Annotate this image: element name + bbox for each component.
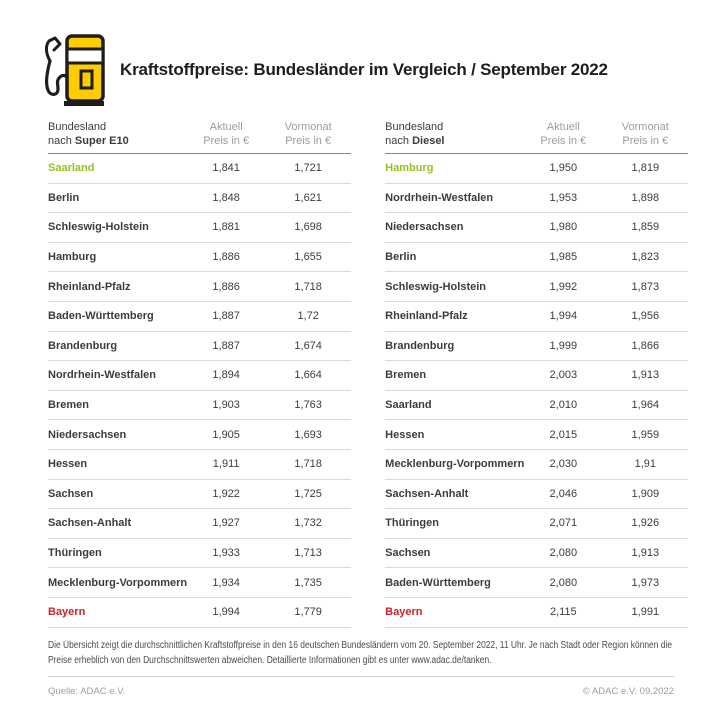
table-row bbox=[385, 184, 688, 214]
state-name: Berlin bbox=[385, 251, 417, 264]
state-name: Nordrhein-Westfalen bbox=[48, 369, 156, 382]
state-name: Hamburg bbox=[385, 162, 434, 175]
state-name: Berlin bbox=[48, 191, 80, 204]
column-header-vormonat: Vormonat Preis in € bbox=[284, 121, 332, 147]
price-current: 1,887 bbox=[212, 310, 240, 323]
state-name: Schleswig-Holstein bbox=[385, 280, 487, 293]
price-previous: 1,721 bbox=[294, 162, 322, 175]
state-name: Rheinland-Pfalz bbox=[48, 280, 131, 293]
price-previous: 1,655 bbox=[294, 251, 322, 264]
page-footer bbox=[48, 686, 674, 697]
state-name: Nordrhein-Westfalen bbox=[385, 191, 494, 204]
state-name: Sachsen bbox=[48, 487, 94, 500]
table-row bbox=[385, 598, 688, 628]
price-previous: 1,713 bbox=[294, 547, 322, 560]
state-name: Sachsen-Anhalt bbox=[385, 487, 469, 500]
column-header-aktuell: Aktuell Preis in € bbox=[203, 121, 250, 147]
column-header-aktuell: Aktuell Preis in € bbox=[540, 121, 587, 147]
state-name: Schleswig-Holstein bbox=[48, 221, 149, 234]
state-name: Hessen bbox=[385, 428, 425, 441]
footnote-line2: Preise erheblich von den Durchschnittswerten abweichen. Detaillierte Informationen gibt es unter www.adac.de/tanken. bbox=[48, 655, 492, 666]
table-body-diesel bbox=[385, 154, 688, 628]
column-header-bundesland bbox=[385, 120, 524, 148]
price-current: 1,886 bbox=[212, 280, 240, 293]
price-current: 2,015 bbox=[549, 428, 578, 441]
table-row bbox=[48, 391, 351, 421]
table-row bbox=[385, 272, 688, 302]
price-previous: 1,873 bbox=[631, 280, 660, 293]
state-name: Hamburg bbox=[48, 251, 97, 264]
column-header-line1: Bundesland bbox=[385, 121, 444, 133]
table-diesel bbox=[385, 120, 688, 628]
state-name: Niedersachsen bbox=[385, 221, 464, 234]
table-row bbox=[385, 480, 688, 510]
price-current: 2,080 bbox=[549, 547, 578, 560]
footnote-line1: Die Übersicht zeigt die durchschnittlichen Kraftstoffpreise in den 16 deutschen Bundesländern vom 20. September 2022, 11 Uhr. Je nach Stadt oder Region können die bbox=[48, 639, 673, 651]
fuel-type-label: Super E10 bbox=[74, 135, 129, 147]
price-previous: 1,926 bbox=[631, 517, 660, 530]
state-name: Bremen bbox=[48, 399, 89, 412]
state-name: Bayern bbox=[48, 606, 86, 619]
price-previous: 1,898 bbox=[631, 191, 660, 204]
table-row bbox=[48, 480, 351, 510]
price-current: 1,934 bbox=[212, 576, 240, 589]
table-row bbox=[48, 420, 351, 450]
table-row bbox=[385, 154, 688, 184]
price-previous: 1,823 bbox=[631, 251, 660, 264]
price-previous: 1,913 bbox=[631, 547, 660, 560]
price-previous: 1,964 bbox=[631, 399, 660, 412]
table-row bbox=[385, 420, 688, 450]
price-previous: 1,732 bbox=[294, 517, 322, 530]
state-name: Bayern bbox=[385, 606, 423, 619]
fuel-type-label: Diesel bbox=[412, 135, 445, 147]
price-previous: 1,664 bbox=[294, 369, 322, 382]
price-current: 1,903 bbox=[212, 399, 240, 412]
price-previous: 1,973 bbox=[631, 576, 660, 589]
source-label: Quelle: ADAC e.V. bbox=[48, 685, 126, 697]
price-current: 1,886 bbox=[212, 251, 240, 264]
table-row bbox=[48, 154, 351, 184]
price-current: 1,911 bbox=[212, 458, 240, 471]
table-header-super-e10 bbox=[48, 120, 351, 154]
price-previous: 1,763 bbox=[294, 399, 322, 412]
state-name: Thüringen bbox=[385, 517, 439, 530]
footer-divider bbox=[48, 676, 674, 677]
price-current: 2,046 bbox=[549, 487, 578, 500]
price-previous: 1,991 bbox=[631, 606, 660, 619]
price-current: 1,881 bbox=[212, 221, 240, 234]
price-current: 2,010 bbox=[549, 399, 578, 412]
table-row bbox=[385, 509, 688, 539]
price-current: 2,003 bbox=[549, 369, 578, 382]
state-name: Hessen bbox=[48, 458, 88, 471]
price-current: 1,887 bbox=[212, 339, 240, 352]
price-previous: 1,693 bbox=[294, 428, 322, 441]
column-header-bundesland bbox=[48, 120, 187, 148]
column-header-line1: Bundesland bbox=[48, 121, 107, 133]
state-name: Saarland bbox=[48, 162, 95, 175]
table-row bbox=[48, 539, 351, 569]
copyright-label: © ADAC e.V. 09.2022 bbox=[582, 685, 674, 697]
price-current: 1,950 bbox=[549, 162, 578, 175]
state-name: Brandenburg bbox=[48, 339, 118, 352]
table-row bbox=[48, 332, 351, 362]
column-header-nach: nach bbox=[48, 135, 75, 147]
table-row bbox=[385, 213, 688, 243]
table-row bbox=[385, 361, 688, 391]
table-row bbox=[385, 450, 688, 480]
price-previous: 1,909 bbox=[631, 487, 660, 500]
table-header-diesel bbox=[385, 120, 688, 154]
price-current: 1,933 bbox=[212, 547, 240, 560]
table-row bbox=[48, 509, 351, 539]
price-current: 1,841 bbox=[212, 162, 240, 175]
price-previous: 1,866 bbox=[631, 339, 660, 352]
price-current: 1,994 bbox=[212, 606, 240, 619]
table-row bbox=[48, 598, 351, 628]
table-row bbox=[385, 568, 688, 598]
state-name: Niedersachsen bbox=[48, 428, 127, 441]
state-name: Thüringen bbox=[48, 547, 102, 560]
table-super-e10 bbox=[48, 120, 351, 628]
price-current: 1,848 bbox=[212, 191, 240, 204]
price-current: 1,999 bbox=[549, 339, 578, 352]
table-body-super-e10 bbox=[48, 154, 351, 628]
price-current: 2,071 bbox=[549, 517, 578, 530]
table-row bbox=[48, 243, 351, 273]
table-row bbox=[48, 568, 351, 598]
table-row bbox=[48, 361, 351, 391]
price-previous: 1,91 bbox=[634, 458, 657, 471]
footnote bbox=[48, 638, 710, 669]
table-row bbox=[385, 243, 688, 273]
table-row bbox=[385, 539, 688, 569]
state-name: Sachsen-Anhalt bbox=[48, 517, 132, 530]
price-current: 1,905 bbox=[212, 428, 240, 441]
price-tables bbox=[48, 120, 668, 628]
state-name: Baden-Württemberg bbox=[48, 310, 154, 323]
fuel-pump-icon bbox=[40, 34, 106, 106]
price-previous: 1,779 bbox=[294, 606, 322, 619]
state-name: Sachsen bbox=[385, 547, 431, 560]
column-header-vormonat: Vormonat Preis in € bbox=[621, 121, 669, 147]
state-name: Mecklenburg-Vorpommern bbox=[385, 458, 525, 471]
price-current: 1,922 bbox=[212, 487, 240, 500]
table-row bbox=[385, 302, 688, 332]
price-current: 1,994 bbox=[549, 310, 578, 323]
price-previous: 1,621 bbox=[294, 191, 322, 204]
price-previous: 1,913 bbox=[631, 369, 660, 382]
state-name: Rheinland-Pfalz bbox=[385, 310, 468, 323]
state-name: Brandenburg bbox=[385, 339, 455, 352]
price-current: 1,894 bbox=[212, 369, 240, 382]
state-name: Bremen bbox=[385, 369, 427, 382]
price-previous: 1,725 bbox=[294, 487, 322, 500]
price-current: 1,953 bbox=[549, 191, 578, 204]
price-previous: 1,718 bbox=[294, 458, 322, 471]
state-name: Saarland bbox=[385, 399, 432, 412]
price-previous: 1,674 bbox=[294, 339, 322, 352]
price-current: 2,115 bbox=[549, 606, 577, 619]
table-row bbox=[48, 450, 351, 480]
price-previous: 1,859 bbox=[631, 221, 660, 234]
price-previous: 1,72 bbox=[297, 310, 319, 323]
price-previous: 1,956 bbox=[631, 310, 660, 323]
price-previous: 1,959 bbox=[631, 428, 660, 441]
price-previous: 1,819 bbox=[631, 162, 660, 175]
masthead bbox=[0, 0, 710, 106]
price-current: 1,985 bbox=[549, 251, 578, 264]
table-row bbox=[385, 391, 688, 421]
table-row bbox=[48, 213, 351, 243]
table-row bbox=[48, 184, 351, 214]
price-previous: 1,735 bbox=[294, 576, 322, 589]
price-current: 2,080 bbox=[549, 576, 578, 589]
page-title: Kraftstoffpreise: Bundesländer im Vergleich / September 2022 bbox=[120, 60, 608, 79]
table-row bbox=[385, 332, 688, 362]
state-name: Mecklenburg-Vorpommern bbox=[48, 576, 188, 589]
column-header-nach: nach bbox=[385, 135, 413, 147]
table-row bbox=[48, 302, 351, 332]
price-current: 1,992 bbox=[549, 280, 578, 293]
price-current: 1,980 bbox=[549, 221, 578, 234]
price-previous: 1,698 bbox=[294, 221, 322, 234]
table-row bbox=[48, 272, 351, 302]
price-previous: 1,718 bbox=[294, 280, 322, 293]
price-current: 1,927 bbox=[212, 517, 240, 530]
price-current: 2,030 bbox=[549, 458, 578, 471]
state-name: Baden-Württemberg bbox=[385, 576, 491, 589]
